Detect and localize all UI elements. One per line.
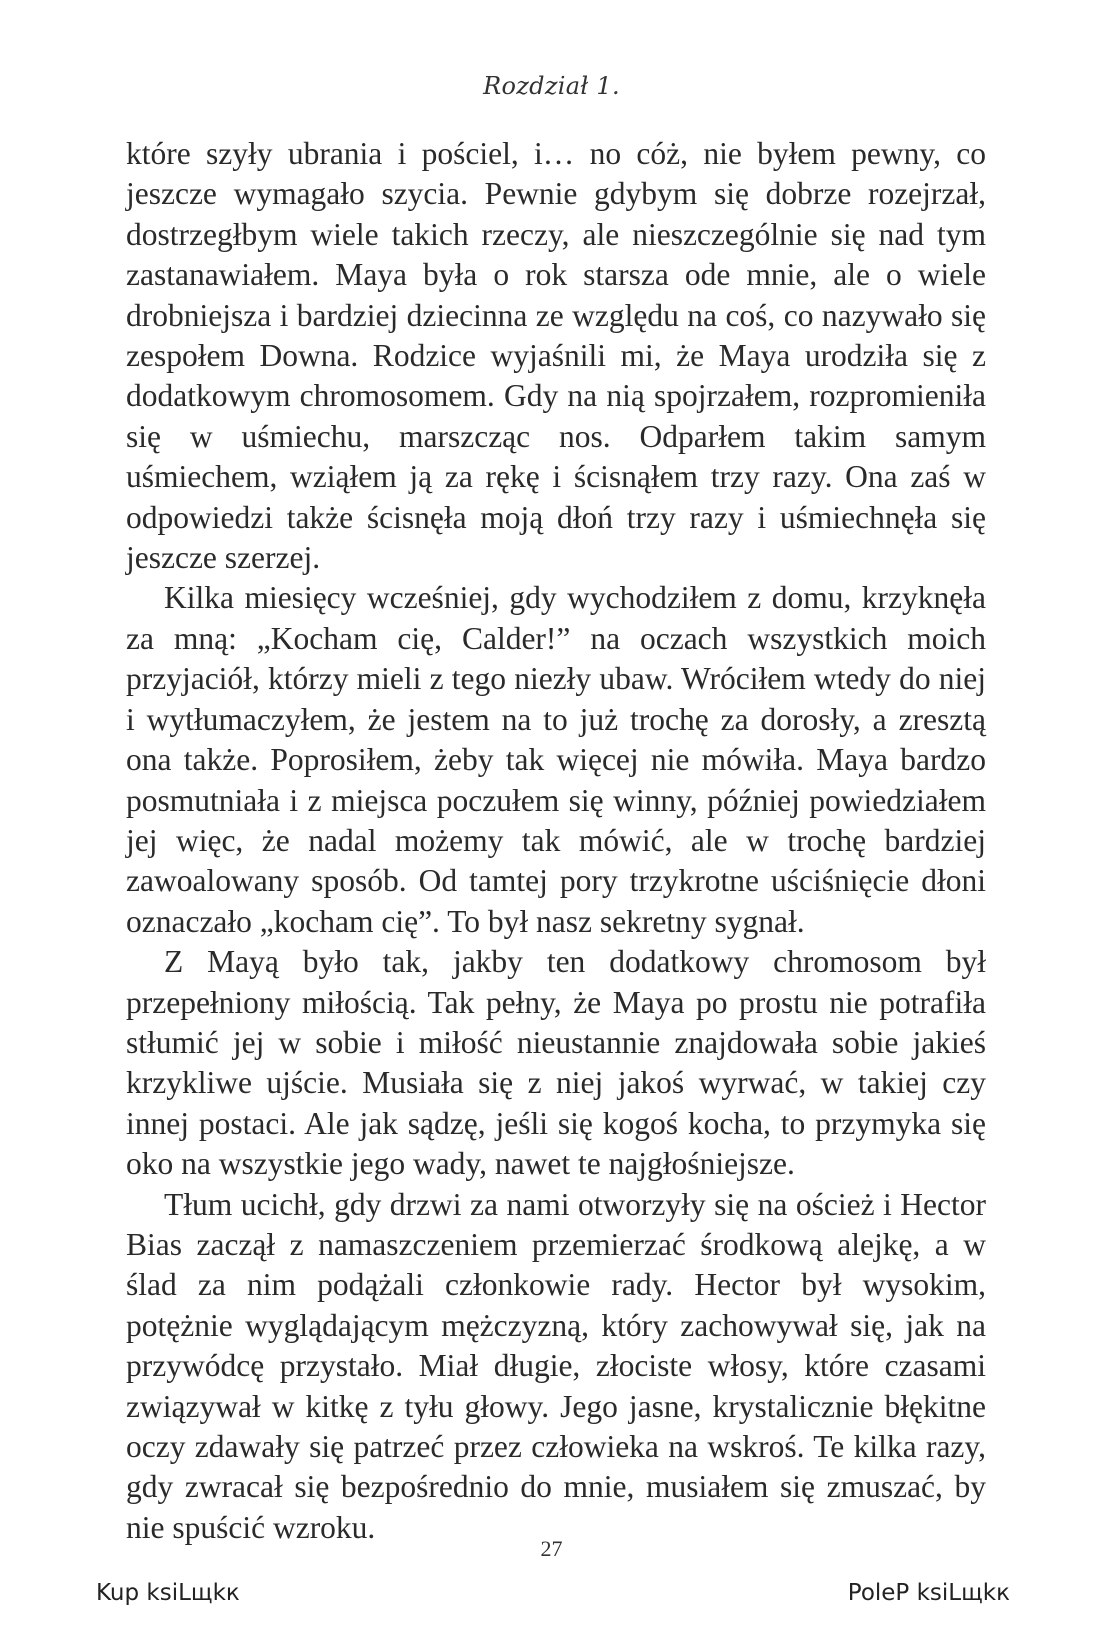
body-text bbox=[126, 134, 986, 1548]
running-head: Rozdział 1. bbox=[483, 72, 620, 100]
paragraph: Kilka miesięcy wcześniej, gdy wychodziłem z domu, krzyknęła za mną: „Kocham cię, Calder!” na oczach wszystkich moich przyjaciół, którzy mieli z tego niezły ubaw. Wróciłem wtedy do niej i wytłumaczyłem, że jestem na to już trochę za dorosły, a zresztą ona także. Poprosiłem, żeby tak więcej nie mówiła. Maya bardzo posmutniała i z miejsca poczułem się winny, później powiedziałem jej więc, że nadal możemy tak mówić, ale w trochę bardziej zawoalowany sposób. Od tamtej pory trzykrotne uściśnięcie dłoni oznaczało „kocham cię”. To był nasz sekretny sygnał. bbox=[126, 580, 986, 939]
buy-book-link[interactable]: Kup ksiLщkк bbox=[96, 1580, 240, 1606]
page-number: 27 bbox=[540, 1536, 563, 1561]
paragraph: Z Mayą było tak, jakby ten dodatkowy chromosom był przepełniony miłością. Tak pełny, że Maya po prostu nie potrafiła stłumić jej w sobie i miłość nieustannie znajdowała sobie jakieś krzykliwe ujście. Musiała się z niej jakoś wyrwać, w takiej czy innej postaci. Ale jak sądzę, jeśli się kogoś kocha, to przymyka się oko na wszystkie jego wady, nawet te najgłośniejsze. bbox=[126, 944, 986, 1182]
paragraph: które szyły ubrania i pościel, i… no cóż, nie byłem pewny, co jeszcze wymagało szycia. Pewnie gdybym się dobrze rozejrzał, dostrzegłbym wiele takich rzeczy, ale nieszczególnie się nad tym zastanawiałem. Maya była o rok starsza ode mnie, ale o wiele drobniejsza i bardziej dziecinna ze względu na coś, co nazywało się zespołem Downa. Rodzice wyjaśnili mi, że Maya urodziła się z dodatkowym chromosomem. Gdy na nią spojrzałem, rozpromieniła się w uśmiechu, marszcząc nos. Odparłem takim samym uśmiechem, wziąłem ją za rękę i ścisnąłem trzy razy. Ona zaś w odpowiedzi także ścisnęła moją dłoń trzy razy i uśmiechnęła się jeszcze szerzej. bbox=[126, 136, 986, 576]
paragraph: Tłum ucichł, gdy drzwi za nami otworzyły się na oścież i Hector Bias zaczął z namaszczeniem przemierzać środkową alejkę, a w ślad za nim podążali członkowie rady. Hector był wysokim, potężnie wyglądającym mężczyzną, który zachowywał się, jak na przywódcę przystało. Miał długie, złociste włosy, które czasami związywał w kitkę z tyłu głowy. Jego jasne, krystalicznie błękitne oczy zdawały się patrzeć przez człowieka na wskroś. Te kilka razy, gdy zwracał się bezpośrednio do mnie, musiałem się zmuszać, by nie spuścić wzroku. bbox=[126, 1186, 986, 1545]
recommend-book-link[interactable]: PoleP ksiLщkк bbox=[847, 1580, 1010, 1606]
